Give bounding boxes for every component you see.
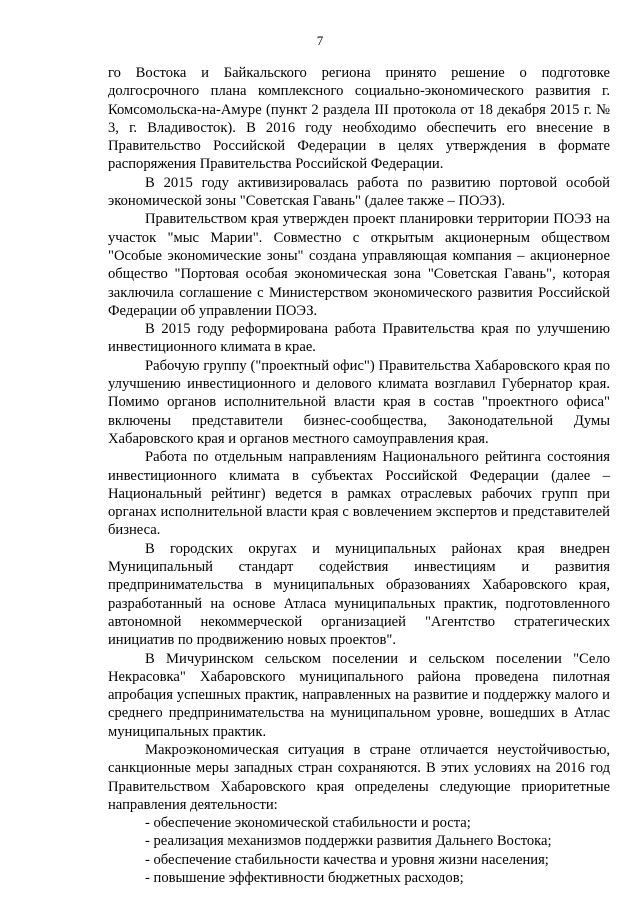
list-item: - обеспечение экономической стабильности и роста; (145, 815, 471, 832)
paragraph-plan-komsomolsk: го Востока и Байкальского региона принято решение о подготовке долгосрочного плана комплексного социально-экономического развития г. Комсомольска-на-Амуре (пункт 2 раздела III протокола от 18 декабря 2015 г. № 3, г. Владивосток). В 2016 году необходимо обеспечить его внесение в Правительство Российской Федерации в целях утверждения в формате распоряжения Правительства Российской Федерации. (108, 65, 610, 173)
paragraph-national-rating: Работа по отдельным направлениям Национального рейтинга состояния инвестиционного климата в субъектах Российской Федерации (далее – Национальный рейтинг) ведется в рамках отраслевых рабочих групп при органах исполнительной власти края с вовлечением экспертов и представителей бизнеса. (108, 449, 610, 539)
page-number: 7 (316, 33, 324, 48)
paragraph-municipal-standard: В городских округах и муниципальных районах края внедрен Муниципальный стандарт содействия инвестициям и развития предпринимательства в муниципальных образованиях Хабаровского края, разработанный на основе Атласа муниципальных практик, подготовленного автономной некоммерческой организацией "Агентство стратегических инициатив по продвижению новых проектов". (108, 540, 610, 649)
paragraph-investment-reform: В 2015 году реформирована работа Правительства края по улучшению инвестиционного климата в крае. (108, 321, 610, 356)
list-item: - обеспечение стабильности качества и уровня жизни населения; (145, 851, 549, 868)
paragraph-poez-intro: В 2015 году активизировалась работа по развитию портовой особой экономической зоны "Советская Гавань" (далее также – ПОЭЗ). (108, 174, 610, 210)
list-item: - реализация механизмов поддержки развития Дальнего Востока; (145, 833, 552, 850)
priority-list (108, 814, 610, 887)
paragraph-poez-planning: Правительством края утвержден проект планировки территории ПОЭЗ на участок "мыс Марии". Совместно с открытым акционерным обществом "Особые экономические зоны" создана управляющая компания – акционерное общество "Портовая особая экономическая зона "Советская Гавань", которая заключила соглашение с Министерством экономического развития Российской Федерации об управлении ПОЭЗ. (108, 211, 610, 319)
paragraph-pilot-approbation: В Мичуринском сельском поселении и сельском поселении "Село Некрасовка" Хабаровского муниципального района проведена пилотная апробация успешных практик, направленных на развитие и поддержку малого и среднего предпринимательства на муниципальном уровне, вошедших в Атлас муниципальных практик. (108, 650, 610, 740)
body-text (108, 64, 610, 887)
list-item: - повышение эффективности бюджетных расходов; (145, 870, 464, 887)
paragraph-macroeconomic-situation: Макроэкономическая ситуация в стране отличается неустойчивостью, санкционные меры западных стран сохраняются. В этих условиях на 2016 год Правительством Хабаровского края определены следующие приоритетные направления деятельности: (108, 741, 610, 813)
paragraph-project-office: Рабочую группу ("проектный офис") Правительства Хабаровского края по улучшению инвестиционного и делового климата возглавил Губернатор края. Помимо органов исполнительной власти края в состав "проектного офиса" включены представители бизнес-сообщества, Законодательной Думы Хабаровского края и органов местного самоуправления края. (108, 357, 610, 447)
